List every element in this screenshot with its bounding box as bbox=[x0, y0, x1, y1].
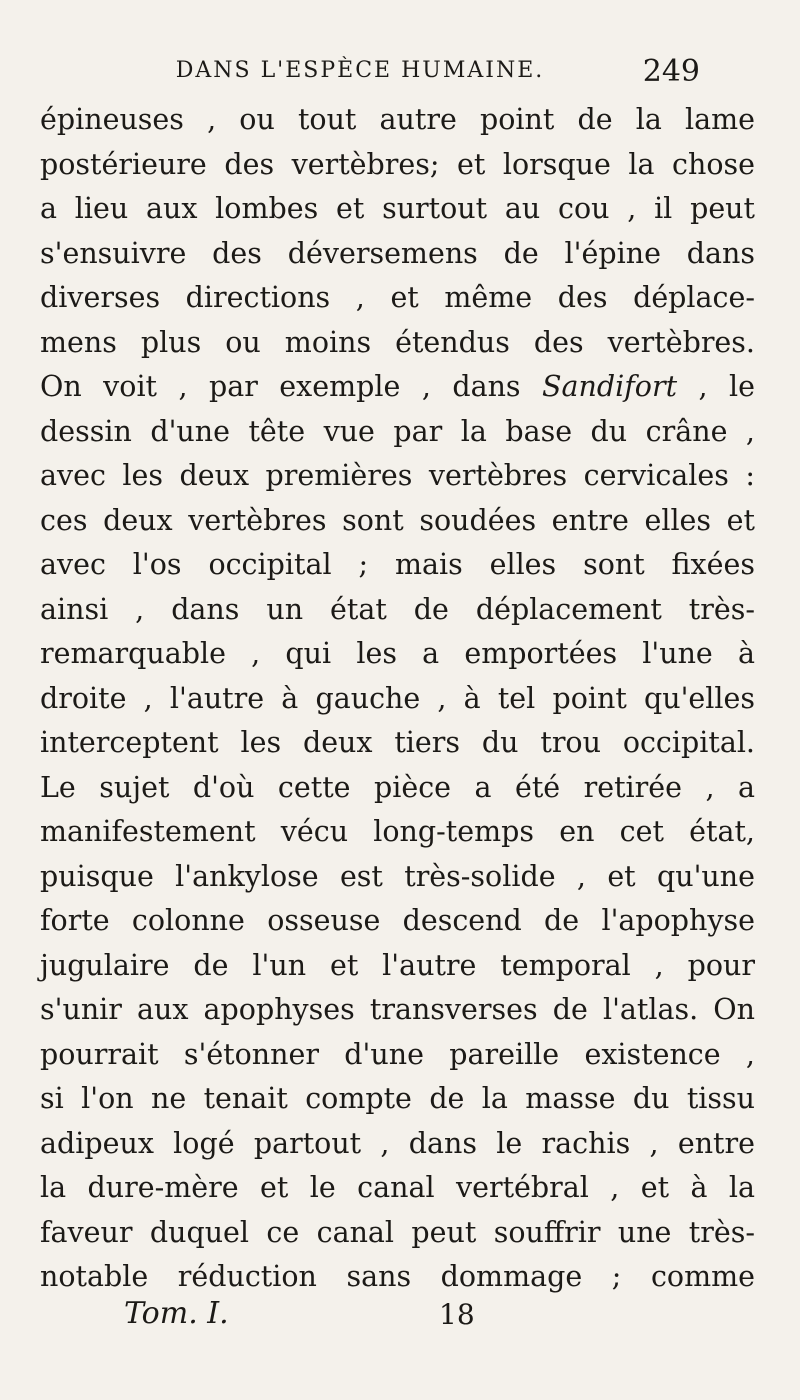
text-line: avec les deux premières vertèbres cervicales : bbox=[40, 459, 755, 492]
text-line: s'ensuivre des déversemens de l'épine dans bbox=[40, 236, 755, 270]
text-line: puisque l'ankylose est très-solide , et qu'une bbox=[40, 859, 755, 893]
text-segment: , le bbox=[698, 370, 756, 403]
text-line: Le sujet d'où cette pièce a été retirée , a bbox=[40, 770, 755, 804]
text-line: faveur duquel ce canal peut souffrir une très- bbox=[40, 1215, 755, 1249]
text-segment: On voit , par exemple , dans bbox=[40, 370, 521, 403]
text-line: épineuses , ou tout autre point de la lame bbox=[40, 103, 755, 136]
text-line: adipeux logé partout , dans le rachis , entre bbox=[40, 1126, 755, 1160]
body-text bbox=[40, 98, 755, 1300]
page-header bbox=[100, 54, 700, 98]
text-line: ainsi , dans un état de déplacement très- bbox=[40, 592, 755, 626]
volume-label: Tom. I. bbox=[124, 1296, 229, 1331]
text-line: diverses directions , et même des déplace- bbox=[40, 281, 755, 314]
text-line: avec l'os occipital ; mais elles sont fixées bbox=[40, 548, 755, 581]
text-line: droite , l'autre à gauche , à tel point qu'elles bbox=[40, 681, 755, 715]
text-line: mens plus ou moins étendus des vertèbres. bbox=[40, 325, 755, 359]
signature-mark: 18 bbox=[439, 1298, 475, 1331]
text-line: ces deux vertèbres sont soudées entre elles et bbox=[40, 503, 755, 537]
text-line: pourrait s'étonner d'une pareille existence , bbox=[40, 1037, 755, 1071]
text-line: a lieu aux lombes et surtout au cou , il peut bbox=[40, 192, 755, 225]
text-line: la dure-mère et le canal vertébral , et à la bbox=[40, 1171, 755, 1204]
text-line: postérieure des vertèbres; et lorsque la chose bbox=[40, 147, 755, 181]
page-footer bbox=[124, 1296, 564, 1336]
text-line: s'unir aux apophyses transverses de l'atlas. On bbox=[40, 993, 755, 1026]
text-line: jugulaire de l'un et l'autre temporal , pour bbox=[40, 948, 755, 982]
text-line: remarquable , qui les a emportées l'une à bbox=[40, 637, 755, 670]
text-line-with-citation bbox=[40, 365, 755, 410]
text-line: notable réduction sans dommage ; comme bbox=[40, 1260, 755, 1293]
text-line: dessin d'une tête vue par la base du crâne , bbox=[40, 414, 755, 448]
text-line: interceptent les deux tiers du trou occipital. bbox=[40, 726, 755, 759]
page-number: 249 bbox=[642, 54, 700, 89]
text-line: si l'on ne tenait compte de la masse du tissu bbox=[40, 1082, 755, 1115]
running-head: DANS L'ESPÈCE HUMAINE. bbox=[175, 58, 545, 83]
text-line: manifestement vécu long-temps en cet état, bbox=[40, 815, 755, 848]
author-citation: Sandifort bbox=[542, 370, 678, 403]
text-line: forte colonne osseuse descend de l'apophyse bbox=[40, 904, 755, 937]
